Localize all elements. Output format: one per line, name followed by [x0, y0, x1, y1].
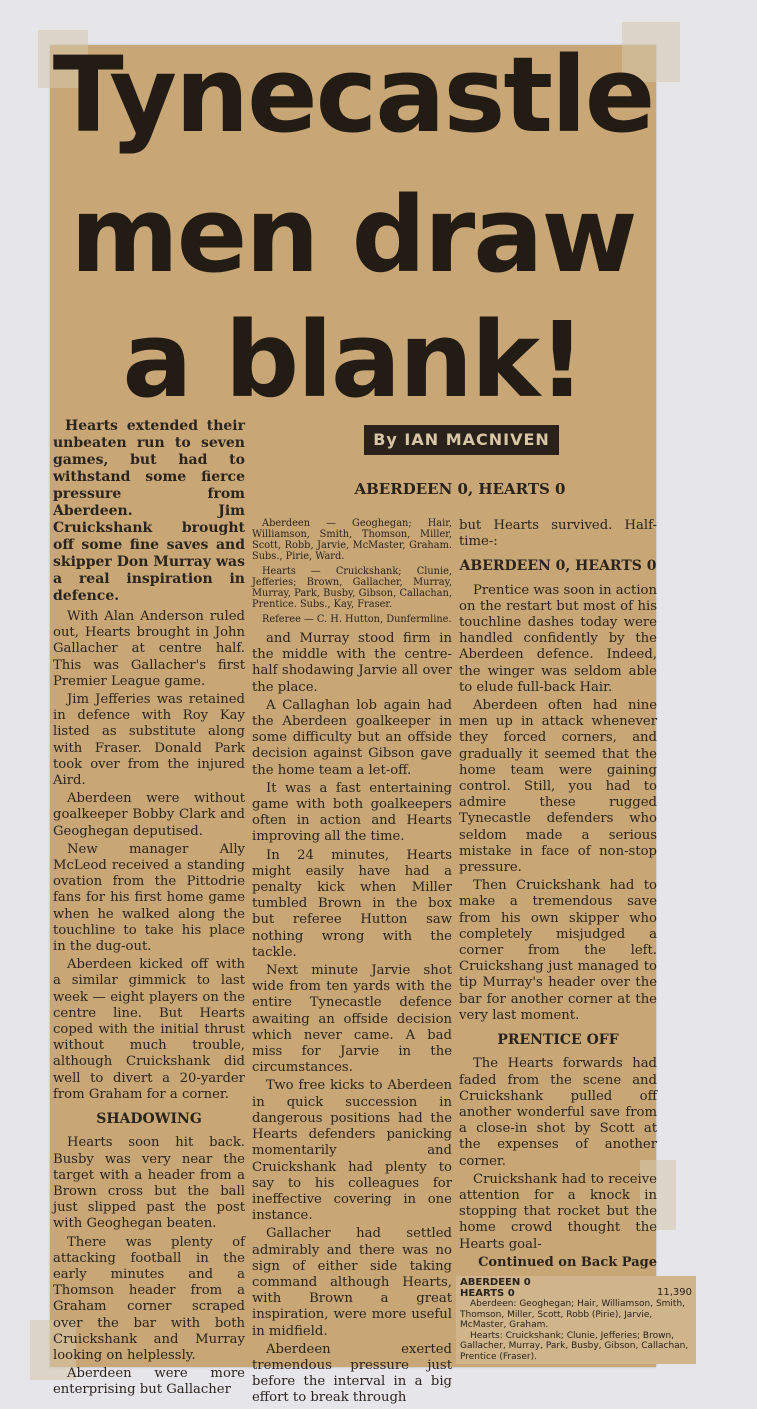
article-column-3 [459, 518, 657, 1273]
paragraph: Aberdeen kicked off with a similar gimmick to last week — eight players on the centre line. But Hearts coped with the initial thrust without much trouble, although Cruickshank did well to divert a 20-yarder from Graham for a corner. [53, 957, 245, 1102]
result-hearts-lineup: Hearts: Cruickshank; Clunie, Jefferies; Brown, Gallacher, Murray, Park, Busby, Gibson, Callachan, Prentice (Fraser). [460, 1330, 689, 1362]
result-aberdeen-lineup: Aberdeen: Geoghegan; Hair, Williamson, Smith, Thomson, Miller, Scott, Robb (Pirie), Jarvie, McMaster, Graham. [460, 1299, 686, 1330]
subheading-shadowing: SHADOWING [96, 1111, 202, 1128]
paragraph: Aberdeen were without goalkeeper Bobby Clark and Geoghegan deputised. [53, 791, 245, 839]
result-team-1: ABERDEEN 0 [460, 1277, 531, 1288]
attendance: 11,390 [657, 1287, 692, 1298]
headline-line-3: a blank! [122, 299, 584, 421]
hearts-lineup: Hearts — Cruickshank; Clunie, Jefferies; Brown, Gallacher, Murray, Murray, Park, Busby, Gibson, Callachan, Prentice. Subs., Kay, Fraser. [252, 566, 452, 610]
paragraph: Aberdeen exerted tremendous pressure just before the interval in a big effort to break through [252, 1341, 452, 1406]
continued-note: Continued on Back Page [478, 1254, 657, 1270]
paragraph: Cruickshank had to receive attention for a knock in stopping that rocket but the home crowd thought the Hearts goal- [459, 1171, 657, 1252]
referee-line: Referee — C. H. Hutton, Dunfermline. [262, 614, 452, 625]
paragraph: The Hearts forwards had faded from the scene and Cruickshank pulled off another wonderful save from a close-in shot by Scott at the expenses of another corner. [459, 1056, 657, 1169]
paragraph: A Callaghan lob again had the Aberdeen goalkeeper in some difficulty but an offside decision against Gibson gave the home team a let-off. [252, 697, 452, 778]
paragraph: Aberdeen were more enterprising but Gallacher [53, 1366, 245, 1398]
score-heading: ABERDEEN 0, HEARTS 0 [354, 480, 566, 498]
paragraph: Next minute Jarvie shot wide from ten yards with the entire Tynecastle defence awaiting an offside decision which never came. A bad miss for Jarvie in the circumstances. [252, 963, 452, 1076]
paragraph: Then Cruickshank had to make a tremendous save from his own skipper who completely misjudged a corner from the left. Cruickshang just managed to tip Murray's header over the bar for another corner at the very last moment. [459, 878, 657, 1023]
byline: By IAN MACNIVEN [364, 425, 559, 455]
headline-line-1: Tynecastle [52, 34, 654, 156]
result-team-2: HEARTS 0 [460, 1287, 515, 1299]
paragraph: It was a fast entertaining game with both goalkeepers often in action and Hearts improving all the time. [252, 780, 452, 845]
paragraph: With Alan Anderson ruled out, Hearts brought in John Gallacher at centre half. This was Gallacher's first Premier League game. [53, 609, 245, 689]
lead-paragraph: Hearts extended their unbeaten run to seven games, but had to withstand some fierce pressure from Aberdeen. Jim Cruickshank brought off some fine saves and skipper Don Murray was a real inspiration in defence. [53, 418, 245, 604]
paragraph: There was plenty of attacking football in the early minutes and a Thomson header from a Graham corner scraped over the bar with both Cruickshank and Murray looking on helplessly. [53, 1234, 245, 1363]
paragraph: In 24 minutes, Hearts might easily have had a penalty kick when Miller tumbled Brown in the box but referee Hutton saw nothing wrong with the tackle. [252, 847, 452, 960]
result-box [456, 1276, 696, 1364]
paragraph: Hearts soon hit back. Busby was very near the target with a header from a Brown cross but the ball just slipped past the post with Geoghegan beaten. [53, 1135, 245, 1232]
aberdeen-lineup: Aberdeen — Geoghegan; Hair, Williamson, Smith, Thomson, Miller, Scott, Robb, Jarvie, McMaster, Graham. Subs., Pirie, Ward. [252, 518, 452, 562]
paragraph: Aberdeen often had nine men up in attack whenever they forced corners, and gradually it seemed that the home team were gaining control. Still, you had to admire these rugged Tynecastle defenders who seldom made a serious mistake in face of non-stop pressure. [459, 698, 657, 876]
paragraph: and Murray stood firm in the middle with the centre-half shodawing Jarvie all over the place. [252, 631, 452, 695]
paragraph: but Hearts survived. Half-time-: [459, 518, 657, 550]
headline-line-2: men draw [70, 174, 636, 296]
paragraph: Two free kicks to Aberdeen in quick succession in dangerous positions had the Hearts defenders panicking momentarily and Cruickshank had plenty to say to his colleagues for ineffective covering in one instance. [252, 1078, 452, 1224]
article-column-1 [53, 418, 245, 1401]
paragraph: Jim Jefferies was retained in defence with Roy Kay listed as substitute along with Fraser. Donald Park took over from the injured Aird. [53, 692, 245, 789]
halftime-heading: ABERDEEN 0, HEARTS 0 [459, 558, 657, 575]
subheading-prentice-off: PRENTICE OFF [497, 1032, 619, 1049]
paragraph: Prentice was soon in action on the restart but most of his touchline dashes today were handled confidently by the Aberdeen defence. Indeed, the winger was seldom able to elude full-back Hair. [459, 582, 657, 695]
team-lineups [252, 518, 452, 625]
paragraph: New manager Ally McLeod received a standing ovation from the Pittodrie fans for his first home game when he walked along the touchline to take his place in the dug-out. [53, 841, 245, 955]
article-column-2 [252, 518, 452, 1409]
paragraph: Gallacher had settled admirably and there was no sign of either side taking command although Hearts, with Brown a great inspiration, were more useful in midfield. [252, 1226, 452, 1339]
